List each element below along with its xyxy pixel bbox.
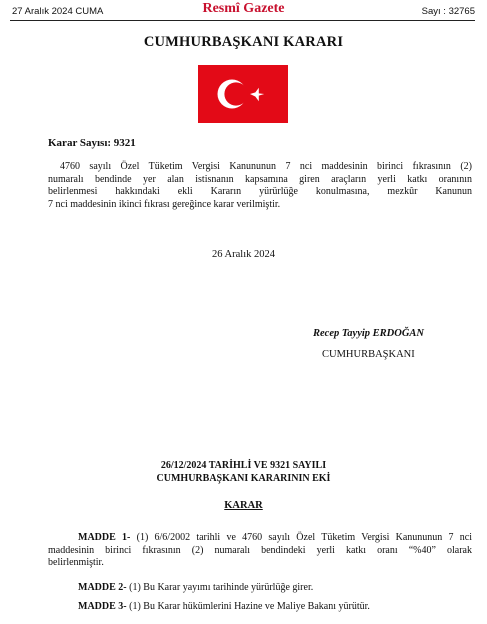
intro-line: belirlenmesi hakkındaki ekli Kararın yürürlüğe konulmasına, mezkûr Kanunun — [48, 186, 472, 197]
karar-heading: KARAR — [224, 500, 263, 511]
intro-paragraph — [48, 161, 472, 211]
article-label: MADDE 1- — [78, 532, 131, 543]
decree-title: CUMHURBAŞKANI KARARI — [143, 34, 344, 50]
article-label: MADDE 2- — [78, 582, 127, 593]
intro-line: numaralı bendinde yer alan istisnanın kapsamına giren araçların yerli katkı oranının — [48, 173, 472, 185]
intro-line: 7 nci maddesinin ikinci fıkrası gereğince karar verilmiştir. — [48, 198, 281, 210]
annex-title-line: CUMHURBAŞKANI KARARININ EKİ — [156, 473, 331, 484]
decree-date: 26 Aralık 2024 — [212, 249, 275, 260]
gazette-title: Resmî Gazete — [202, 1, 285, 16]
decree-number: Karar Sayısı: 9321 — [48, 137, 136, 149]
article-line: maddesinin birinci fıkrasının (2) numaralı bendindeki yerli katkı oranı “%40” olarak — [48, 544, 472, 556]
annex-title-line: 26/12/2024 TARİHLİ VE 9321 SAYILI — [160, 460, 327, 471]
issue-number: Sayı : 32765 — [421, 6, 475, 17]
header-divider — [10, 20, 475, 21]
signer-title: CUMHURBAŞKANI — [322, 349, 415, 360]
article-text: (1) 6/6/2002 tarihli ve 4760 sayılı Özel Tüketim Vergisi Kanununun 7 nci — [130, 532, 472, 543]
annex-title — [0, 459, 487, 485]
article-line — [48, 532, 472, 545]
article-2 — [78, 582, 313, 593]
intro-line: 4760 sayılı Özel Tüketim Vergisi Kanununun 7 nci maddesinin birinci fıkrasının (2) — [60, 161, 472, 172]
article-text: (1) Bu Karar yayımı tarihinde yürürlüğe girer. — [126, 582, 314, 593]
turkish-flag-icon — [198, 65, 288, 123]
article-3 — [78, 601, 370, 612]
article-1 — [48, 532, 472, 570]
article-label: MADDE 3- — [78, 601, 127, 612]
article-text: (1) Bu Karar hükümlerini Hazine ve Maliye Bakanı yürütür. — [126, 601, 370, 612]
header-date: 27 Aralık 2024 CUMA — [12, 6, 104, 17]
signer-name: Recep Tayyip ERDOĞAN — [313, 328, 425, 339]
article-line: belirlenmiştir. — [48, 557, 104, 568]
